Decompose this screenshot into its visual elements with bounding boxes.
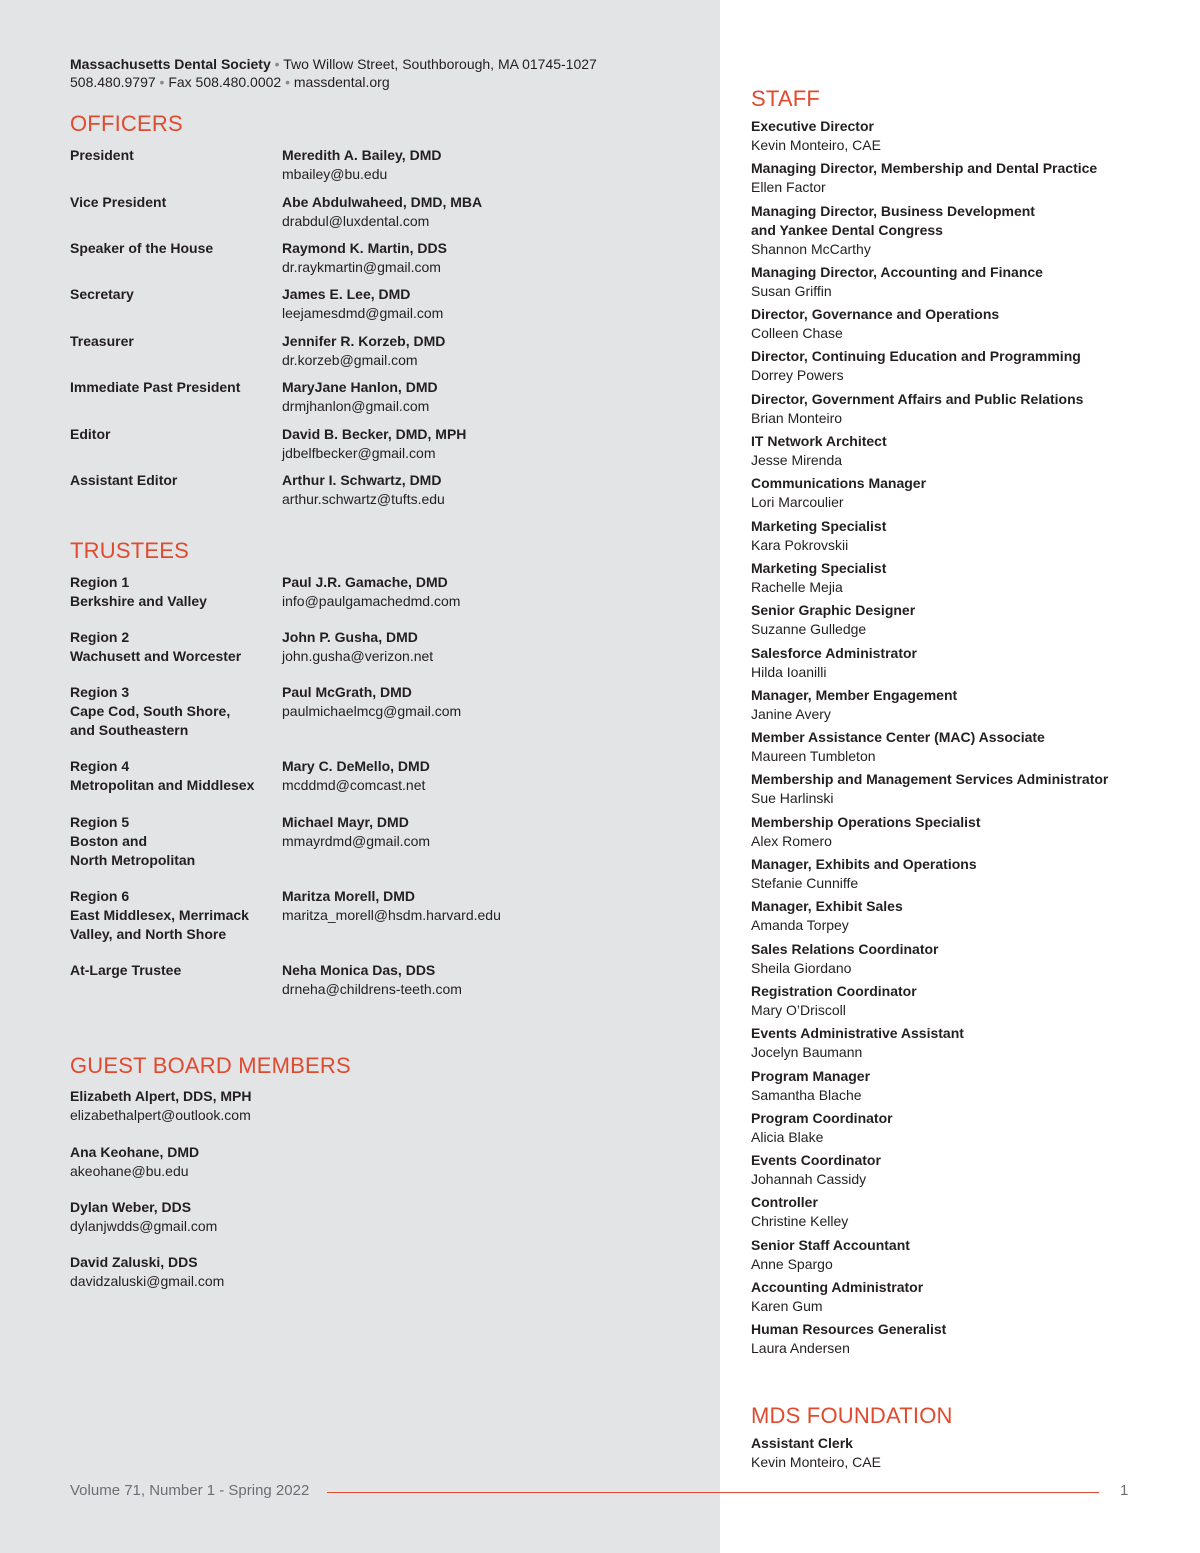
staff-name: Dorrey Powers bbox=[751, 367, 844, 384]
trustee-email: info@paulgamachedmd.com bbox=[282, 593, 461, 609]
officer-info bbox=[282, 471, 445, 509]
officer-email: arthur.schwartz@tufts.edu bbox=[282, 491, 445, 507]
staff-title-line: Events Administrative Assistant bbox=[751, 1025, 964, 1042]
trustee-region: Region 6 bbox=[70, 888, 130, 904]
staff-name: Mary O’Driscoll bbox=[751, 1001, 846, 1018]
staff-title-line: Human Resources Generalist bbox=[751, 1321, 947, 1338]
officer-role: Treasurer bbox=[70, 333, 134, 349]
staff-name: Maureen Tumbleton bbox=[751, 748, 876, 765]
officer-info bbox=[282, 332, 445, 370]
trustee-region: Region 1 bbox=[70, 574, 130, 590]
trustee-name: Neha Monica Das, DDS bbox=[282, 962, 436, 978]
guest-email: dylanjwdds@gmail.com bbox=[70, 1218, 218, 1234]
trustee-area-line: East Middlesex, Merrimack bbox=[70, 907, 249, 923]
staff-title-line: Director, Government Affairs and Public Relations bbox=[751, 390, 1084, 407]
org-line-2 bbox=[70, 73, 597, 91]
foundation-member bbox=[751, 1434, 1151, 1472]
staff-name: Sheila Giordano bbox=[751, 959, 852, 976]
guest-member bbox=[70, 1143, 199, 1181]
trustee-area-line: Boston and bbox=[70, 833, 147, 849]
staff-title-line: Manager, Exhibits and Operations bbox=[751, 856, 977, 873]
staff-member bbox=[751, 728, 1151, 766]
staff-member bbox=[751, 770, 1151, 808]
foundation-role: Assistant Clerk bbox=[751, 1435, 853, 1451]
staff-member bbox=[751, 159, 1151, 197]
staff-name: Suzanne Gulledge bbox=[751, 621, 867, 638]
staff-name: Christine Kelley bbox=[751, 1213, 849, 1230]
foundation-list bbox=[751, 1434, 1151, 1476]
trustee-region: Region 3 bbox=[70, 684, 130, 700]
trustee-info bbox=[282, 961, 462, 999]
trustee-region-block bbox=[70, 887, 275, 944]
trustee-region: Region 5 bbox=[70, 814, 130, 830]
staff-member bbox=[751, 1067, 1151, 1105]
officer-role: Secretary bbox=[70, 286, 134, 302]
staff-title-line: Managing Director, Accounting and Finance bbox=[751, 263, 1043, 280]
staff-title-line: Senior Staff Accountant bbox=[751, 1236, 910, 1253]
officer-info bbox=[282, 239, 447, 277]
staff-member bbox=[751, 855, 1151, 893]
footer-divider bbox=[327, 1492, 1099, 1493]
trustee-email: paulmichaelmcg@gmail.com bbox=[282, 703, 462, 719]
staff-member bbox=[751, 117, 1151, 155]
staff-name: Brian Monteiro bbox=[751, 409, 843, 426]
officer-email: dr.raykmartin@gmail.com bbox=[282, 259, 441, 275]
staff-list bbox=[751, 117, 1151, 1363]
trustee-email: john.gusha@verizon.net bbox=[282, 648, 434, 664]
staff-name: Lori Marcoulier bbox=[751, 494, 844, 511]
staff-name: Susan Griffin bbox=[751, 282, 832, 299]
trustee-info bbox=[282, 813, 430, 851]
staff-member bbox=[751, 263, 1151, 301]
staff-title-line: Sales Relations Coordinator bbox=[751, 940, 939, 957]
officer-info bbox=[282, 378, 438, 416]
staff-title-line: Senior Graphic Designer bbox=[751, 602, 916, 619]
officer-name: Raymond K. Martin, DDS bbox=[282, 240, 447, 256]
staff-name: Karen Gum bbox=[751, 1298, 823, 1315]
guest-name: Ana Keohane, DMD bbox=[70, 1144, 200, 1160]
staff-member bbox=[751, 390, 1151, 428]
staff-title-line: Events Coordinator bbox=[751, 1152, 881, 1169]
officer-name: Abe Abdulwaheed, DMD, MBA bbox=[282, 194, 483, 210]
trustee-region: At-Large Trustee bbox=[70, 962, 182, 978]
staff-name: Laura Andersen bbox=[751, 1340, 850, 1357]
officer-info bbox=[282, 285, 443, 323]
staff-name: Samantha Blache bbox=[751, 1086, 862, 1103]
org-website: massdental.org bbox=[293, 74, 390, 90]
staff-title-line: Executive Director bbox=[751, 118, 874, 134]
trustee-info bbox=[282, 683, 461, 721]
staff-name: Janine Avery bbox=[751, 705, 831, 722]
trustee-area-line: Metropolitan and Middlesex bbox=[70, 777, 255, 793]
staff-title-line: Membership Operations Specialist bbox=[751, 813, 981, 830]
trustee-area-line: Berkshire and Valley bbox=[70, 593, 207, 609]
separator-bullet: • bbox=[159, 74, 165, 90]
staff-name: Ellen Factor bbox=[751, 179, 826, 196]
staff-title-line: Program Manager bbox=[751, 1067, 871, 1084]
staff-member bbox=[751, 1151, 1151, 1189]
trustee-region-block bbox=[70, 683, 275, 740]
staff-title-line: Program Coordinator bbox=[751, 1109, 893, 1126]
staff-name: Johannah Cassidy bbox=[751, 1171, 867, 1188]
officer-email: leejamesdmd@gmail.com bbox=[282, 305, 444, 321]
staff-name: Kara Pokrovskii bbox=[751, 536, 849, 553]
officer-role: Speaker of the House bbox=[70, 240, 214, 256]
officer-name: MaryJane Hanlon, DMD bbox=[282, 379, 438, 395]
page-number: 1 bbox=[1120, 1482, 1129, 1499]
guest-name: Dylan Weber, DDS bbox=[70, 1199, 192, 1215]
org-line-1 bbox=[70, 55, 597, 73]
guest-name: David Zaluski, DDS bbox=[70, 1254, 198, 1270]
trustee-area-line: Cape Cod, South Shore, bbox=[70, 703, 231, 719]
staff-title-line: Salesforce Administrator bbox=[751, 644, 917, 661]
org-fax: Fax 508.480.0002 bbox=[168, 74, 282, 90]
trustee-area-line: Valley, and North Shore bbox=[70, 926, 227, 942]
staff-name: Alex Romero bbox=[751, 832, 832, 849]
officer-name: James E. Lee, DMD bbox=[282, 286, 411, 302]
trustee-name: Michael Mayr, DMD bbox=[282, 814, 409, 830]
officer-name: Arthur I. Schwartz, DMD bbox=[282, 472, 442, 488]
officer-role: Editor bbox=[70, 426, 111, 442]
staff-title-line: and Yankee Dental Congress bbox=[751, 221, 943, 238]
staff-title-line: Controller bbox=[751, 1194, 818, 1211]
officers-title: OFFICERS bbox=[70, 111, 183, 136]
trustee-region: Region 4 bbox=[70, 758, 130, 774]
officer-role: Vice President bbox=[70, 194, 167, 210]
staff-name: Amanda Torpey bbox=[751, 917, 849, 934]
staff-title-line: Registration Coordinator bbox=[751, 982, 917, 999]
staff-member bbox=[751, 644, 1151, 682]
officer-name: Jennifer R. Korzeb, DMD bbox=[282, 333, 446, 349]
officer-info bbox=[282, 193, 482, 231]
staff-member bbox=[751, 982, 1151, 1020]
officer-email: jdbelfbecker@gmail.com bbox=[282, 445, 436, 461]
trustee-region: Region 2 bbox=[70, 629, 130, 645]
trustee-info bbox=[282, 573, 460, 611]
staff-title-line: Membership and Management Services Administrator bbox=[751, 771, 1109, 788]
staff-title-line: Accounting Administrator bbox=[751, 1279, 924, 1296]
foundation-name: Kevin Monteiro, CAE bbox=[751, 1454, 881, 1470]
officer-info bbox=[282, 146, 441, 184]
trustee-name: Maritza Morell, DMD bbox=[282, 888, 416, 904]
trustee-email: mmayrdmd@gmail.com bbox=[282, 833, 431, 849]
guest-email: akeohane@bu.edu bbox=[70, 1163, 189, 1179]
staff-name: Jocelyn Baumann bbox=[751, 1044, 863, 1061]
staff-name: Shannon McCarthy bbox=[751, 240, 871, 257]
officer-name: Meredith A. Bailey, DMD bbox=[282, 147, 442, 163]
guest-name: Elizabeth Alpert, DDS, MPH bbox=[70, 1088, 252, 1104]
staff-title-line: Managing Director, Business Development bbox=[751, 202, 1035, 219]
staff-title-line: Manager, Member Engagement bbox=[751, 686, 958, 703]
staff-title-line: Communications Manager bbox=[751, 475, 927, 492]
trustee-name: Mary C. DeMello, DMD bbox=[282, 758, 430, 774]
staff-member bbox=[751, 347, 1151, 385]
trustee-area-line: North Metropolitan bbox=[70, 852, 196, 868]
staff-member bbox=[751, 517, 1151, 555]
staff-name: Sue Harlinski bbox=[751, 790, 834, 807]
org-address: Two Willow Street, Southborough, MA 01745-1027 bbox=[283, 56, 597, 72]
guest-email: davidzaluski@gmail.com bbox=[70, 1273, 225, 1289]
trustee-name: Paul J.R. Gamache, DMD bbox=[282, 574, 448, 590]
staff-member bbox=[751, 305, 1151, 343]
officer-email: drmjhanlon@gmail.com bbox=[282, 398, 430, 414]
staff-name: Hilda Ioanilli bbox=[751, 663, 827, 680]
trustee-region-block bbox=[70, 628, 275, 666]
foundation-title: MDS FOUNDATION bbox=[751, 1403, 953, 1428]
staff-member bbox=[751, 1236, 1151, 1274]
staff-member bbox=[751, 601, 1151, 639]
staff-member bbox=[751, 559, 1151, 597]
footer-volume: Volume 71, Number 1 - Spring 2022 bbox=[70, 1482, 310, 1499]
staff-name: Rachelle Mejia bbox=[751, 578, 843, 595]
trustee-area-line: and Southeastern bbox=[70, 722, 189, 738]
staff-member bbox=[751, 1320, 1151, 1358]
trustee-name: John P. Gusha, DMD bbox=[282, 629, 418, 645]
officer-name: David B. Becker, DMD, MPH bbox=[282, 426, 467, 442]
separator-bullet: • bbox=[285, 74, 290, 90]
staff-member bbox=[751, 897, 1151, 935]
trustees-title: TRUSTEES bbox=[70, 538, 189, 563]
staff-member bbox=[751, 474, 1151, 512]
staff-member bbox=[751, 202, 1151, 259]
guest-email: elizabethalpert@outlook.com bbox=[70, 1107, 251, 1123]
trustee-info bbox=[282, 887, 501, 925]
officer-email: dr.korzeb@gmail.com bbox=[282, 352, 418, 368]
trustee-region-block bbox=[70, 573, 275, 611]
officer-email: drabdul@luxdental.com bbox=[282, 213, 430, 229]
guest-member bbox=[70, 1087, 252, 1125]
staff-name: Colleen Chase bbox=[751, 325, 843, 342]
staff-member bbox=[751, 686, 1151, 724]
staff-name: Anne Spargo bbox=[751, 1255, 833, 1272]
guest-board-title: GUEST BOARD MEMBERS bbox=[70, 1053, 351, 1078]
staff-title: STAFF bbox=[751, 86, 821, 111]
trustee-area-line: Wachusett and Worcester bbox=[70, 648, 242, 664]
staff-title-line: Marketing Specialist bbox=[751, 517, 887, 534]
staff-title-line: Marketing Specialist bbox=[751, 559, 887, 576]
officer-email: mbailey@bu.edu bbox=[282, 166, 388, 182]
staff-title-line: IT Network Architect bbox=[751, 433, 887, 450]
staff-member bbox=[751, 1278, 1151, 1316]
trustee-email: maritza_morell@hsdm.harvard.edu bbox=[282, 907, 501, 923]
org-name: Massachusetts Dental Society bbox=[70, 56, 271, 72]
staff-name: Alicia Blake bbox=[751, 1128, 824, 1145]
trustee-region-block bbox=[70, 961, 275, 980]
officer-info bbox=[282, 425, 466, 463]
trustee-info bbox=[282, 628, 433, 666]
staff-title-line: Director, Governance and Operations bbox=[751, 306, 1000, 323]
staff-title-line: Managing Director, Membership and Dental Practice bbox=[751, 160, 1098, 177]
trustee-info bbox=[282, 757, 430, 795]
officer-role: Assistant Editor bbox=[70, 472, 178, 488]
trustee-region-block bbox=[70, 757, 275, 795]
guest-member bbox=[70, 1253, 224, 1291]
staff-name: Stefanie Cunniffe bbox=[751, 875, 859, 892]
staff-title-line: Director, Continuing Education and Programming bbox=[751, 348, 1081, 365]
staff-member bbox=[751, 1024, 1151, 1062]
trustee-name: Paul McGrath, DMD bbox=[282, 684, 412, 700]
staff-name: Kevin Monteiro, CAE bbox=[751, 137, 881, 153]
staff-title-line: Manager, Exhibit Sales bbox=[751, 898, 903, 915]
staff-member bbox=[751, 1193, 1151, 1231]
officer-role: President bbox=[70, 147, 134, 163]
separator-bullet: • bbox=[274, 56, 280, 72]
org-phone: 508.480.9797 bbox=[70, 74, 156, 90]
staff-title-line: Member Assistance Center (MAC) Associate bbox=[751, 729, 1045, 746]
staff-name: Jesse Mirenda bbox=[751, 452, 843, 469]
staff-member bbox=[751, 813, 1151, 851]
trustee-email: mcddmd@comcast.net bbox=[282, 777, 426, 793]
staff-member bbox=[751, 1109, 1151, 1147]
org-header bbox=[70, 55, 597, 91]
trustee-email: drneha@childrens-teeth.com bbox=[282, 981, 462, 997]
guest-member bbox=[70, 1198, 217, 1236]
staff-member bbox=[751, 940, 1151, 978]
staff-member bbox=[751, 432, 1151, 470]
officer-role: Immediate Past President bbox=[70, 379, 241, 395]
trustee-region-block bbox=[70, 813, 275, 870]
